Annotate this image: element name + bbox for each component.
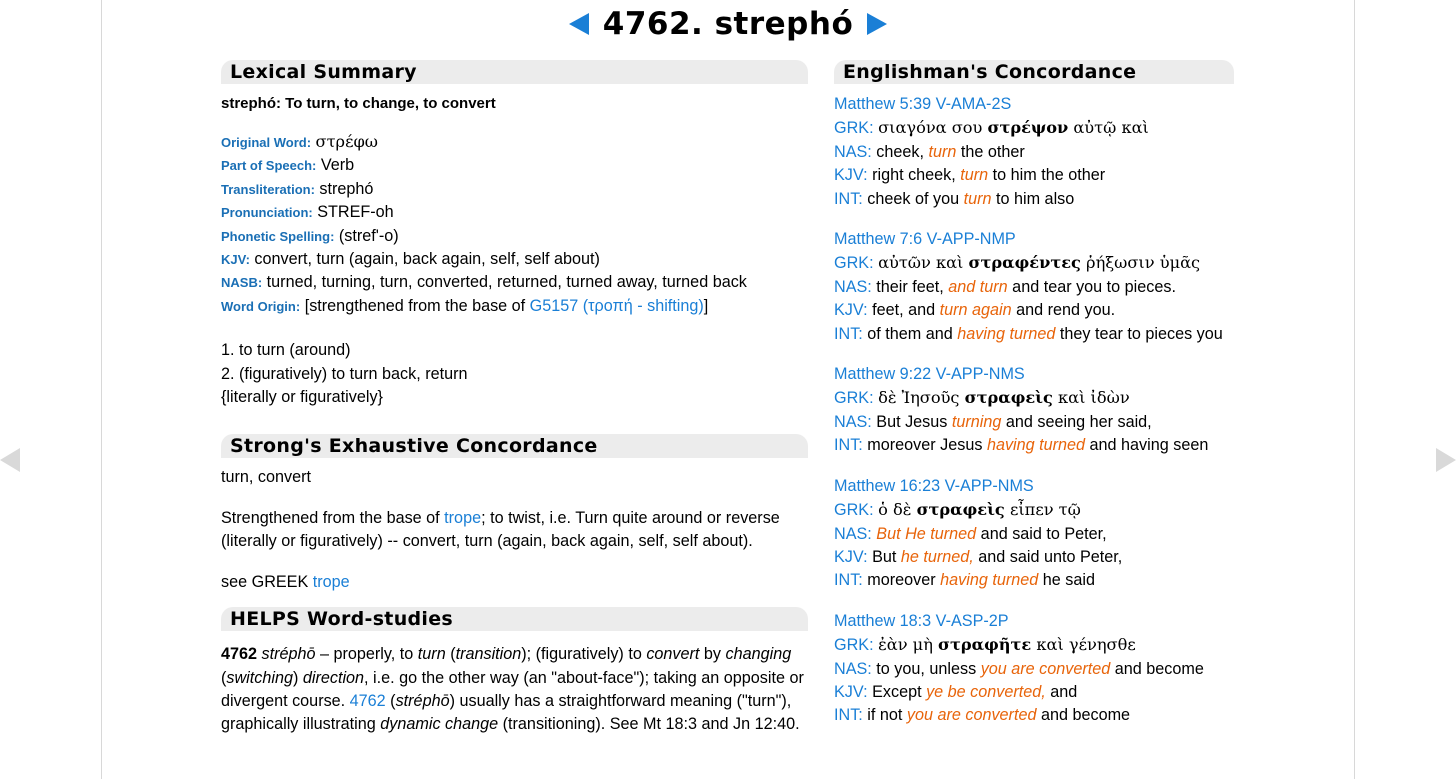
field-value: strephó — [319, 179, 374, 198]
translation-text: and said to Peter, — [976, 524, 1107, 543]
greek-text: σιαγόνα σου — [878, 118, 988, 138]
field-nasb — [221, 271, 808, 294]
translation-highlight: ye be converted, — [926, 682, 1046, 701]
translation-text: Except — [867, 682, 927, 701]
translation-text: and become — [1110, 659, 1204, 678]
helps-italic: switching — [226, 668, 293, 687]
verse-reference-link[interactable]: Matthew 5:39 V-AMA-2S — [834, 95, 1012, 113]
greek-text: ὁ δὲ — [878, 500, 917, 520]
translation-line — [834, 141, 1234, 164]
field-label: Pronunciation: — [221, 205, 313, 221]
translation-line — [834, 546, 1234, 569]
translation-text: to you, unless — [871, 659, 981, 678]
helps-paragraph — [221, 643, 808, 737]
translation-text: feet, and — [867, 301, 940, 320]
translation-text: But Jesus — [871, 412, 952, 431]
translation-label: INT: — [834, 436, 863, 455]
field-original-word — [221, 130, 808, 154]
verse-reference-link[interactable]: Matthew 9:22 V-APP-NMS — [834, 365, 1025, 384]
translation-text: and having seen — [1085, 436, 1209, 455]
translation-line — [834, 411, 1234, 434]
strongs-heading: Strong's Exhaustive Concordance — [221, 434, 808, 458]
translation-label: NAS: — [834, 412, 872, 431]
lexical-fields — [221, 130, 808, 318]
translation-text: right cheek, — [867, 166, 961, 185]
grk-line — [834, 251, 1234, 275]
helps-word: stréphō — [261, 645, 316, 664]
greek-keyword: στρέψον — [987, 118, 1069, 138]
translation-text: cheek of you — [862, 189, 964, 208]
grk-label: GRK: — [834, 636, 874, 655]
field-value: STREF-oh — [317, 203, 394, 222]
left-column — [221, 60, 808, 737]
translation-highlight: turning — [951, 412, 1002, 431]
translation-label: KJV: — [834, 547, 868, 566]
field-pronunciation — [221, 201, 808, 224]
greek-keyword: στραφῆτε — [938, 635, 1032, 655]
translation-line — [834, 276, 1234, 299]
next-entry-arrow-icon[interactable] — [867, 13, 887, 35]
field-label: Original Word: — [221, 135, 312, 150]
translation-text: moreover Jesus — [862, 436, 987, 455]
field-transliteration — [221, 178, 808, 201]
concordance-entry — [834, 228, 1234, 346]
translation-text: he said — [1038, 571, 1095, 590]
translation-label: NAS: — [834, 659, 872, 678]
translation-text: But — [867, 547, 901, 566]
strongs-line1: turn, convert — [221, 468, 311, 487]
greek-text: δὲ Ἰησοῦς — [878, 388, 965, 408]
field-label: Phonetic Spelling: — [221, 228, 335, 244]
translation-text: cheek, — [871, 142, 929, 161]
translation-label: KJV: — [834, 682, 868, 701]
translation-line — [834, 681, 1234, 704]
translation-text: their feet, — [871, 277, 949, 296]
origin-text-post: ] — [703, 296, 709, 315]
translation-line — [834, 188, 1234, 211]
greek-text: καὶ ἰδὼν — [1052, 388, 1130, 408]
page-border-left — [101, 0, 102, 779]
field-label: Word Origin: — [221, 298, 301, 314]
helps-italic: convert — [646, 645, 700, 664]
translation-line — [834, 164, 1234, 187]
strongs-text-post: ; to twist, i.e. Turn quite around or reverse (literally or figuratively) -- convert, turn (again, back again, self, self about). — [221, 508, 780, 551]
page-border-right — [1354, 0, 1355, 779]
lexical-subtitle: strephó: To turn, to change, to convert — [221, 95, 496, 112]
field-word-origin — [221, 295, 808, 318]
page-title: 4762. strephó — [602, 6, 854, 42]
field-label: NASB: — [221, 275, 263, 291]
translation-text: and rend you. — [1011, 301, 1116, 320]
field-value: (stref'-o) — [338, 226, 399, 245]
see-text: see GREEK — [221, 572, 313, 591]
grk-line — [834, 633, 1234, 657]
grk-line — [834, 116, 1234, 140]
translation-highlight: you are converted — [906, 706, 1037, 725]
translation-text: they tear to pieces you — [1055, 324, 1223, 343]
helps-section — [221, 607, 808, 737]
translation-text: to him also — [991, 189, 1075, 208]
translation-label: INT: — [834, 324, 863, 343]
translation-highlight: turn — [960, 166, 989, 185]
helps-italic: direction — [302, 668, 365, 687]
helps-italic: stréphō — [395, 691, 450, 710]
translation-highlight: he turned, — [900, 547, 974, 566]
helps-text: ) — [292, 668, 303, 687]
concordance-entry — [834, 93, 1234, 211]
helps-text: ); (figuratively) to — [521, 645, 647, 664]
field-value: Verb — [320, 156, 355, 175]
translation-highlight: turn — [928, 142, 957, 161]
field-part-of-speech — [221, 154, 808, 177]
concordance-entry — [834, 475, 1234, 593]
translation-text: if not — [862, 706, 907, 725]
translation-line — [834, 323, 1234, 346]
translation-label: NAS: — [834, 524, 872, 543]
origin-text-pre: [strengthened from the base of — [304, 296, 530, 315]
translation-text: and become — [1036, 706, 1131, 725]
helps-text: ) usually has a straightforward meaning ("turn"), graphically illustrating — [221, 691, 792, 734]
translation-highlight: turn again — [939, 301, 1012, 320]
concordance-heading: Englishman's Concordance — [834, 60, 1234, 84]
prev-page-arrow-icon[interactable] — [0, 448, 20, 472]
translation-line — [834, 523, 1234, 546]
translation-label: NAS: — [834, 142, 872, 161]
field-label: Part of Speech: — [221, 158, 317, 174]
helps-text: (transitioning). See Mt 18:3 and Jn 12:40. — [498, 715, 800, 734]
field-label: KJV: — [221, 252, 250, 268]
translation-label: INT: — [834, 571, 863, 590]
translation-label: NAS: — [834, 277, 872, 296]
trope-link[interactable]: trope — [444, 508, 482, 527]
translation-highlight: having turned — [957, 324, 1056, 343]
translation-label: INT: — [834, 189, 863, 208]
translation-text: and — [1045, 682, 1078, 701]
title-bar — [0, 6, 1456, 50]
helps-text: by — [699, 645, 726, 664]
field-value: convert, turn (again, back again, self, self about) — [254, 250, 600, 269]
definition-item: {literally or figuratively} — [221, 388, 383, 407]
translation-line — [834, 704, 1234, 727]
field-value: στρέφω — [315, 132, 378, 151]
concordance-entry — [834, 610, 1234, 728]
greek-text: αὐτῶν καὶ — [878, 253, 969, 273]
translation-line — [834, 658, 1234, 681]
verse-reference-link[interactable]: Matthew 7:6 V-APP-NMP — [834, 230, 1016, 249]
verse-reference-link[interactable]: Matthew 16:23 V-APP-NMS — [834, 476, 1034, 495]
grk-label: GRK: — [834, 389, 874, 408]
field-phonetic-spelling — [221, 225, 808, 248]
helps-text: ( — [385, 691, 396, 710]
translation-label: INT: — [834, 706, 863, 725]
helps-text: , i.e. go the other way (an "about-face"); taking an opposite or divergent course. — [221, 668, 804, 710]
definition-item: 2. (figuratively) to turn back, return — [221, 364, 468, 383]
definition-item: 1. to turn (around) — [221, 341, 351, 360]
helps-text: – properly, to — [315, 645, 418, 664]
definitions — [221, 339, 808, 409]
grk-label: GRK: — [834, 501, 874, 520]
strongs-see-greek — [221, 571, 808, 594]
helps-text: ( — [445, 645, 456, 664]
helps-heading: HELPS Word-studies — [221, 607, 808, 631]
translation-text: the other — [956, 142, 1025, 161]
translation-line — [834, 569, 1234, 592]
strongs-section — [221, 434, 808, 594]
grk-line — [834, 386, 1234, 410]
helps-text: ( — [221, 668, 227, 687]
origin-link[interactable]: G5157 (τροπή - shifting) — [529, 296, 704, 315]
translation-text: and tear you to pieces. — [1007, 277, 1176, 296]
translation-text: and seeing her said, — [1001, 412, 1152, 431]
greek-text: αὐτῷ καὶ — [1068, 118, 1149, 138]
lexical-summary-heading: Lexical Summary — [221, 60, 808, 84]
verse-reference-link[interactable]: Matthew 18:3 V-ASP-2P — [834, 611, 1009, 630]
helps-number: 4762 — [221, 645, 258, 664]
translation-text: of them and — [862, 324, 958, 343]
translation-highlight: having turned — [986, 436, 1086, 455]
greek-keyword: στραφέντες — [968, 253, 1081, 273]
translation-text: to him the other — [988, 166, 1106, 185]
field-value: turned, turning, turn, converted, returned, turned away, turned back — [266, 273, 747, 292]
greek-text: καὶ γένησθε — [1031, 635, 1136, 655]
translation-highlight: turn — [963, 189, 992, 208]
greek-text: ἐὰν μὴ — [878, 635, 939, 655]
translation-label: KJV: — [834, 166, 868, 185]
translation-highlight: you are converted — [980, 659, 1111, 678]
greek-keyword: στραφεὶς — [916, 500, 1005, 520]
prev-entry-arrow-icon[interactable] — [569, 13, 589, 35]
greek-text: ῥήξωσιν ὑμᾶς — [1080, 253, 1201, 273]
right-column — [834, 60, 1234, 728]
strongs-paragraph — [221, 507, 808, 554]
helps-italic: transition — [455, 645, 522, 664]
helps-italic: changing — [725, 645, 792, 664]
helps-italic: dynamic change — [380, 715, 499, 734]
translation-text: and said unto Peter, — [973, 547, 1123, 566]
next-page-arrow-icon[interactable] — [1436, 448, 1456, 472]
strongs-text-pre: Strengthened from the base of — [221, 508, 445, 527]
helps-italic: turn — [417, 645, 446, 664]
translation-line — [834, 299, 1234, 322]
field-label: Transliteration: — [221, 181, 315, 197]
helps-4762-link[interactable]: 4762 — [349, 691, 386, 710]
translation-line — [834, 434, 1234, 457]
translation-highlight: having turned — [940, 571, 1039, 590]
greek-keyword: στραφεὶς — [964, 388, 1053, 408]
translation-label: KJV: — [834, 301, 868, 320]
grk-line — [834, 498, 1234, 522]
field-kjv — [221, 248, 808, 271]
translation-text: moreover — [862, 571, 941, 590]
translation-highlight: But He turned — [876, 524, 977, 543]
concordance-entry — [834, 363, 1234, 458]
grk-label: GRK: — [834, 254, 874, 273]
greek-text: εἶπεν τῷ — [1004, 500, 1081, 520]
see-trope-link[interactable]: trope — [312, 572, 350, 591]
grk-label: GRK: — [834, 119, 874, 138]
translation-highlight: and turn — [948, 277, 1008, 296]
